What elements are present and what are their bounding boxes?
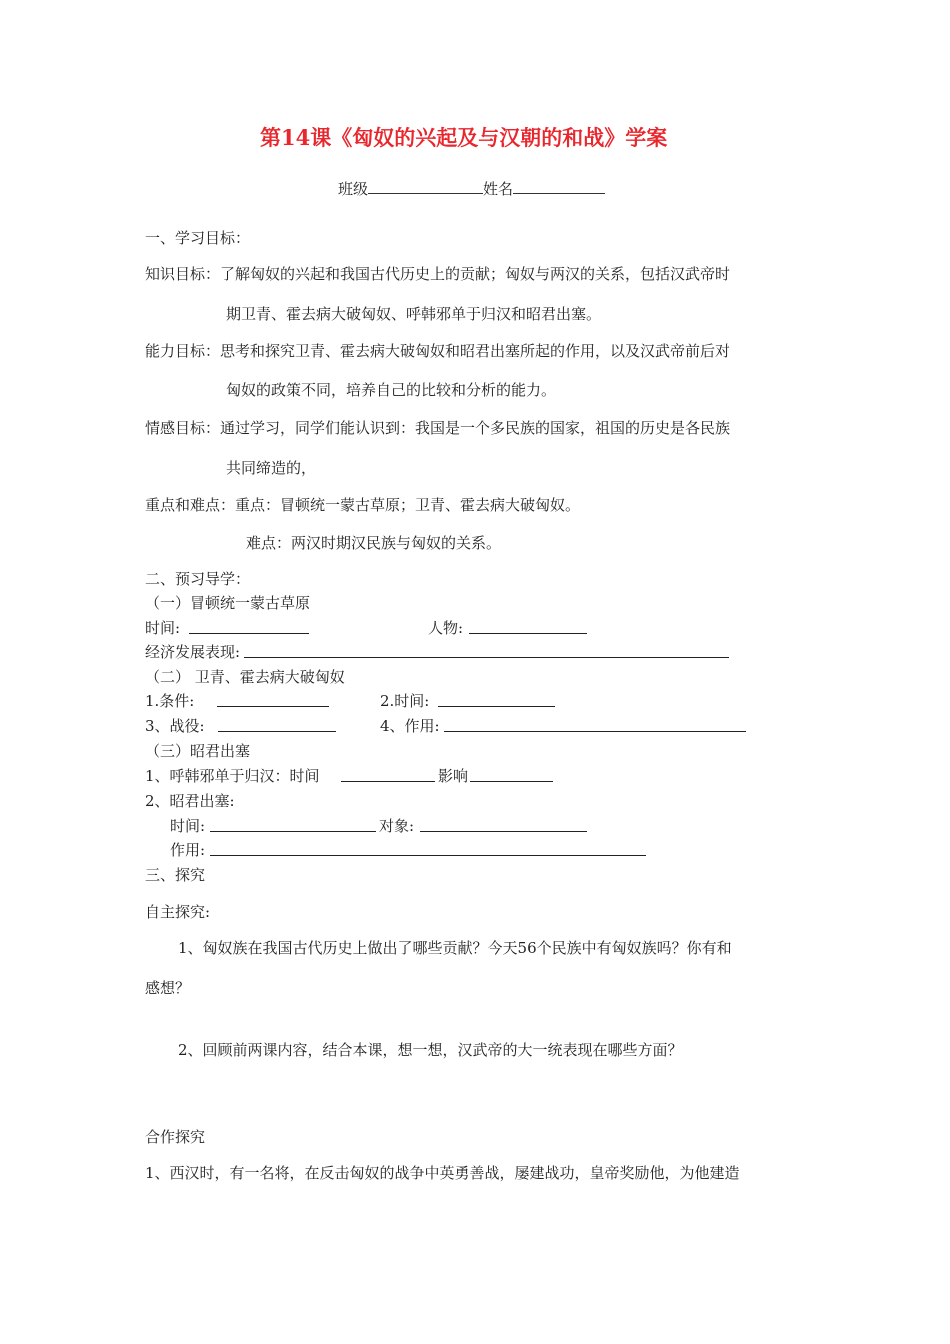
knowledge-goal-line2: 期卫青、霍去病大破匈奴、呼韩邪单于归汉和昭君出塞。	[226, 305, 602, 323]
knowledge-goal-line1: 知识目标：了解匈奴的兴起和我国古代历史上的贡献；匈奴与两汉的关系，包括汉武帝时	[145, 265, 731, 283]
part3-target-label: 对象:	[379, 817, 415, 835]
part3-heading: （三）昭君出塞	[145, 742, 251, 760]
key-points-line1: 重点和难点：重点：冒顿统一蒙古草原；卫青、霍去病大破匈奴。	[145, 496, 581, 514]
part3-effect-blank[interactable]	[210, 855, 646, 856]
part1-person-blank[interactable]	[469, 633, 587, 634]
class-name-row	[338, 178, 605, 199]
part3-impact-blank[interactable]	[470, 781, 553, 782]
part3-time-label: 时间:	[170, 817, 206, 835]
section2-heading: 二、预习导学：	[145, 570, 251, 588]
key-points-line2: 难点：两汉时期汉民族与匈奴的关系。	[246, 534, 502, 552]
section1-heading: 一、学习目标：	[145, 229, 251, 247]
emotion-goal-line2: 共同缔造的，	[226, 459, 317, 477]
part3-effect-label: 作用:	[170, 841, 206, 859]
emotion-goal-line1: 情感目标：通过学习，同学们能认识到：我国是一个多民族的国家，祖国的历史是各民族	[145, 419, 731, 437]
class-blank[interactable]	[368, 178, 483, 194]
self-question1-line1: 1、匈奴族在我国古代历史上做出了哪些贡献？今天56个民族中有匈奴族吗？你有和	[178, 939, 732, 957]
part2-condition-blank[interactable]	[217, 706, 329, 707]
part3-hanxie-label: 1、呼韩邪单于归汉：时间	[145, 767, 320, 785]
part1-time-label: 时间:	[145, 619, 181, 637]
cooperative-question1: 1、西汉时，有一名将，在反击匈奴的战争中英勇善战，屡建战功，皇帝奖励他，为他建造	[145, 1164, 740, 1182]
part1-heading: （一）冒顿统一蒙古草原	[145, 594, 311, 612]
part3-zhaojun-label: 2、昭君出塞:	[145, 792, 235, 810]
name-label: 姓名	[483, 180, 514, 198]
ability-goal-line1: 能力目标：思考和探究卫青、霍去病大破匈奴和昭君出塞所起的作用，以及汉武帝前后对	[145, 342, 731, 360]
part1-time-blank[interactable]	[189, 633, 309, 634]
part2-condition-label: 1.条件:	[145, 692, 195, 710]
part1-economy-label: 经济发展表现:	[145, 643, 241, 661]
part3-time-blank[interactable]	[210, 831, 376, 832]
self-inquiry-heading: 自主探究:	[145, 903, 211, 921]
part2-battle-label: 3、战役:	[145, 717, 205, 735]
self-question2: 2、回顾前两课内容，结合本课，想一想，汉武帝的大一统表现在哪些方面？	[178, 1041, 683, 1059]
part2-effect-label: 4、作用:	[380, 717, 440, 735]
page-title: 第14课《匈奴的兴起及与汉朝的和战》学案	[260, 125, 668, 150]
part1-economy-blank[interactable]	[244, 657, 729, 658]
part2-time-label: 2.时间:	[380, 692, 430, 710]
part3-impact-label: 影响	[438, 767, 469, 785]
part2-battle-blank[interactable]	[218, 731, 336, 732]
part3-target-blank[interactable]	[420, 831, 587, 832]
cooperative-inquiry-heading: 合作探究	[145, 1128, 206, 1146]
ability-goal-line2: 匈奴的政策不同，培养自己的比较和分析的能力。	[226, 381, 557, 399]
section3-heading: 三、探究	[145, 866, 206, 884]
part2-effect-blank[interactable]	[444, 731, 746, 732]
part2-time-blank[interactable]	[438, 706, 555, 707]
part2-heading: （二） 卫青、霍去病大破匈奴	[145, 668, 345, 686]
class-label: 班级	[338, 180, 369, 198]
part3-hanxie-time-blank[interactable]	[341, 781, 435, 782]
part1-person-label: 人物:	[428, 619, 464, 637]
name-blank[interactable]	[513, 178, 605, 194]
self-question1-line2: 感想？	[145, 979, 191, 997]
